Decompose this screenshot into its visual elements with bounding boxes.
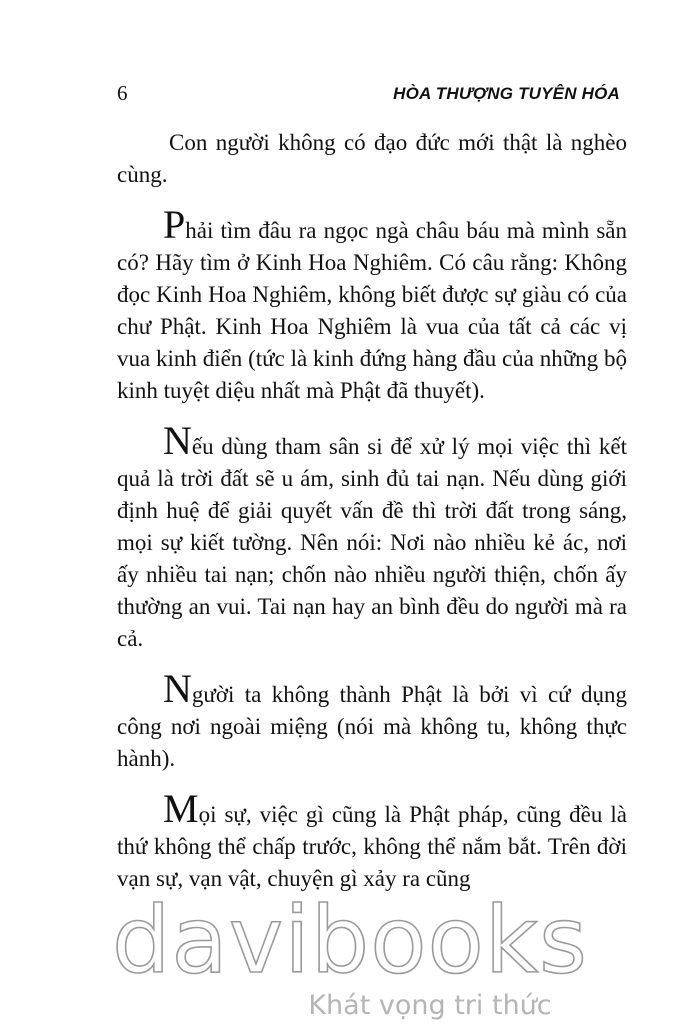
watermark-tagline: Khát vọng tri thức — [308, 990, 552, 1021]
paragraph-4-text: gười ta không thành Phật là bởi vì cứ dụng công nơi ngoài miệng (nói mà không tu, không thực hành). — [117, 682, 627, 771]
page-body — [117, 127, 627, 916]
paragraph-2 — [117, 202, 627, 407]
paragraph-5-text: ọi sự, việc gì cũng là Phật pháp, cũng đều là thứ không thể chấp trước, không thể nắm bắt. Trên đời vạn sự, vạn vật, chuyện gì xảy ra cũng — [117, 802, 627, 891]
paragraph-4 — [117, 666, 627, 775]
paragraph-1-text: Con người không có đạo đức mới thật là nghèo cùng. — [117, 130, 627, 187]
paragraph-2-text: hải tìm đâu ra ngọc ngà châu báu mà mình sẵn có? Hãy tìm ở Kinh Hoa Nghiêm. Có câu rằng: Không đọc Kinh Hoa Nghiêm, không biết được sự giàu có của chư Phật. Kinh Hoa Nghiêm là vua của tất cả các vị vua kinh điển (tức là kinh đứng hàng đầu của những bộ kinh tuyệt diệu nhất mà Phật đã thuyết). — [117, 218, 627, 403]
watermark-logo: davibooks — [112, 887, 588, 994]
paragraph-2-dropcap: P — [163, 202, 186, 247]
paragraph-3-text: ếu dùng tham sân si để xử lý mọi việc thì kết quả là trời đất sẽ u ám, sinh đủ tai nạn. Nếu dùng giới định huệ để giải quyết vấn đề thì trời đất trong sáng, mọi sự kiết tường. Nên nói: Nơi nào nhiều kẻ ác, nơi ấy nhiều tai nạn; chốn nào nhiều người thiện, chốn ấy thường an vui. Tai nạn hay an bình đều do người mà ra cả. — [117, 434, 627, 651]
paragraph-1 — [117, 127, 627, 191]
paragraph-3-dropcap: N — [163, 418, 192, 463]
paragraph-5-dropcap: M — [163, 786, 199, 831]
paragraph-3 — [117, 418, 627, 655]
paragraph-5 — [117, 786, 627, 895]
page-number: 6 — [117, 81, 128, 105]
paragraph-4-dropcap: N — [163, 666, 192, 711]
running-header-title: HÒA THƯỢNG TUYÊN HÓA — [393, 84, 620, 103]
